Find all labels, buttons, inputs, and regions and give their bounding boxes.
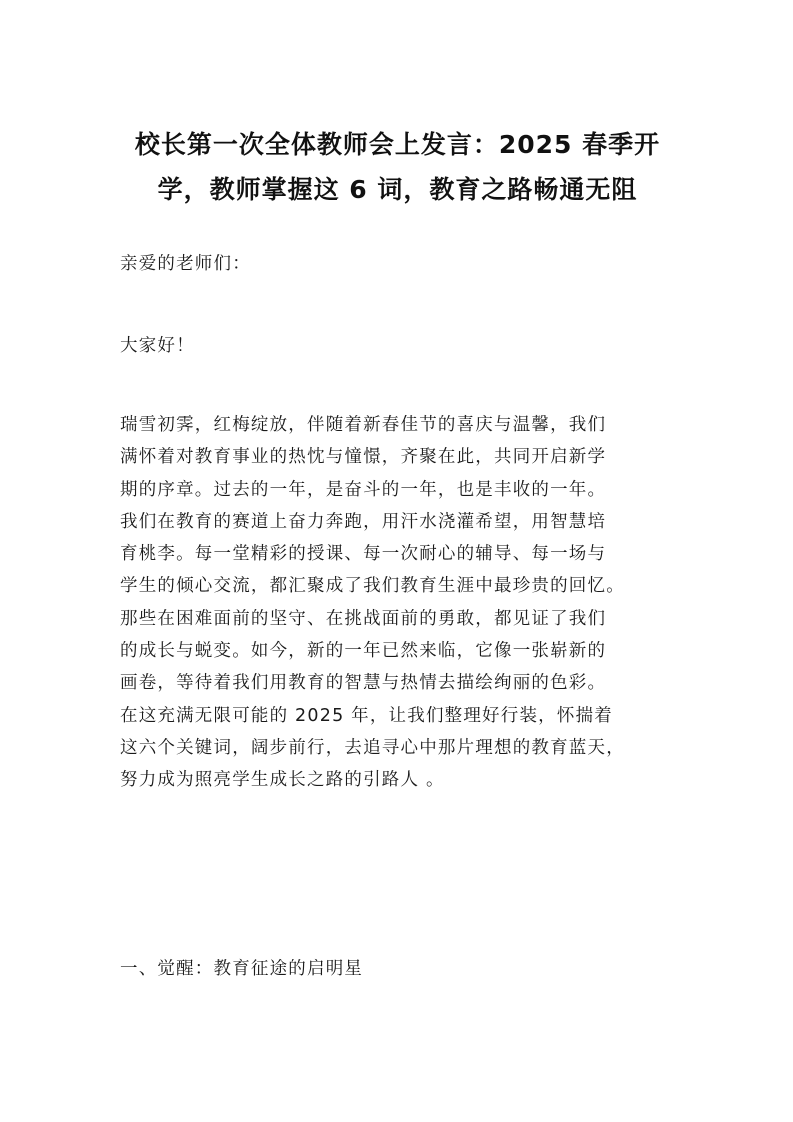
document-title (105, 122, 690, 212)
paragraph-line: 瑞雪初霁，红梅绽放，伴随着新春佳节的喜庆与温馨，我们 (120, 415, 607, 435)
paragraph-line: 努力成为照亮学生成长之路的引路人 。 (120, 770, 445, 791)
paragraph-line: 满怀着对教育事业的热忱与憧憬，齐聚在此，共同开启新学 (120, 447, 607, 468)
paragraph-line: 期的序章。过去的一年，是奋斗的一年，也是丰收的一年。 (120, 479, 607, 500)
paragraph-line: 那些在困难面前的坚守、在挑战面前的勇敢，都见证了我们 (120, 608, 607, 629)
paragraph-line: 学生的倾心交流，都汇聚成了我们教育生涯中最珍贵的回忆。 (120, 576, 625, 597)
body-paragraph (120, 409, 625, 797)
paragraph-line: 的成长与蜕变。如今，新的一年已然来临，它像一张崭新的 (120, 641, 607, 662)
hello-line: 大家好！ (120, 336, 195, 356)
section-heading: 一、觉醒：教育征途的启明星 (120, 959, 364, 979)
title-line-2: 学，教师掌握这 6 词，教育之路畅通无阻 (157, 175, 638, 204)
paragraph-line: 在这充满无限可能的 2025 年，让我们整理好行装，怀揣着 (120, 705, 613, 726)
paragraph-line: 画卷，等待着我们用教育的智慧与热情去描绘绚丽的色彩。 (120, 673, 607, 694)
greeting: 亲爱的老师们： (120, 254, 251, 274)
title-line-1: 校长第一次全体教师会上发言：2025 春季开 (134, 130, 661, 159)
paragraph-line: 育桃李。每一堂精彩的授课、每一次耐心的辅导、每一场与 (120, 544, 607, 565)
paragraph-line: 这六个关键词，阔步前行，去追寻心中那片理想的教育蓝天， (120, 737, 625, 758)
paragraph-line: 我们在教育的赛道上奋力奔跑，用汗水浇灌希望，用智慧培 (120, 511, 607, 532)
